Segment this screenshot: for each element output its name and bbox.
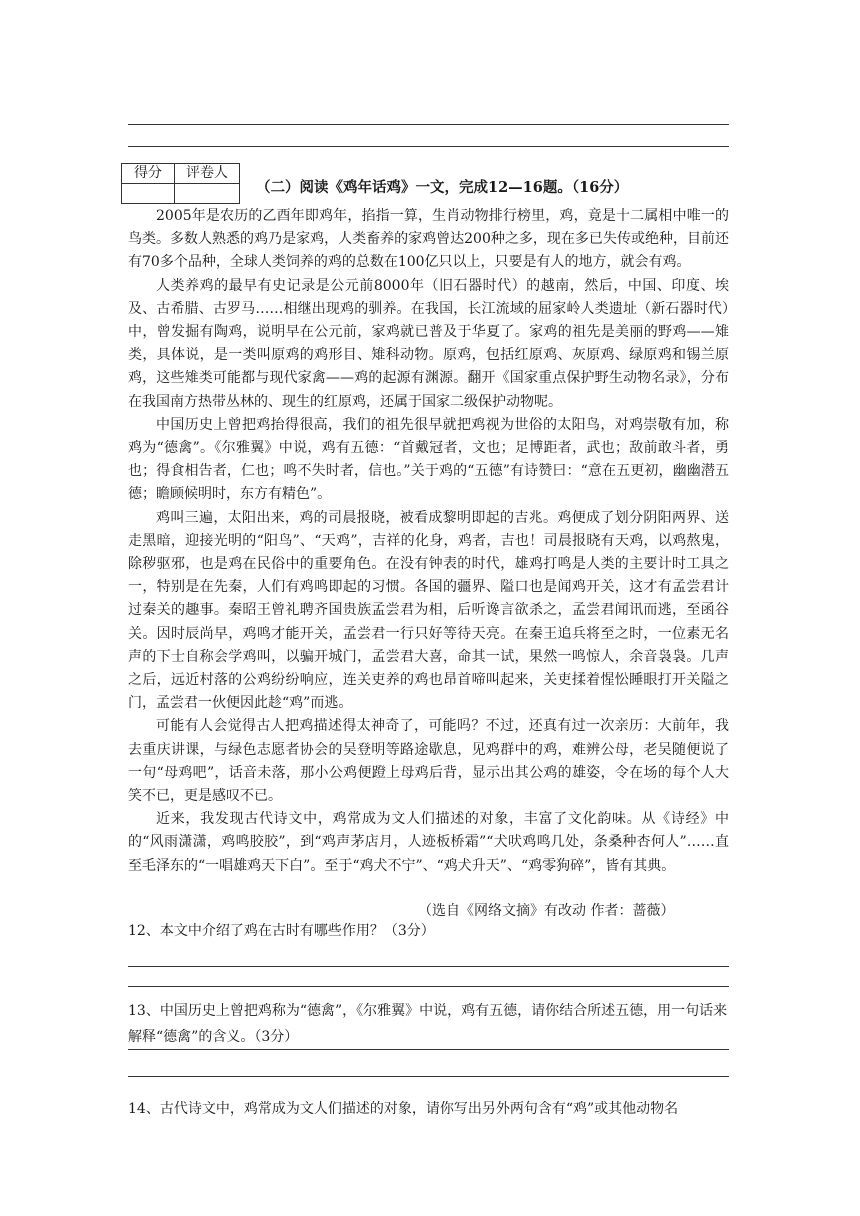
question-13: 13、中国历史上曾把鸡称为“德禽”，《尔雅翼》中说，鸡有五德，请你结合所述五德，用一句话来解释“德禽”的含义。（3分） (128, 1003, 728, 1045)
header-rule-bottom (128, 146, 729, 147)
article-source: （选自《网络文摘》有改动 作者：蔷薇） (418, 903, 675, 919)
header-rule-top (128, 124, 729, 125)
score-label: 得分 (122, 164, 175, 184)
article-paragraph: 可能有人会觉得古人把鸡描述得太神奇了，可能吗？不过，还真有过一次亲历：大前年，我去重庆讲课，与绿色志愿者协会的吴登明等路途歇息，见鸡群中的鸡，难辨公母，老吴随便说了一句“母鸡吧”，话音未落，那小公鸡便蹬上母鸡后背，显示出其公鸡的雄姿，令在场的每个人大笑不已，更是感叹不已。 (128, 718, 729, 805)
score-cell (122, 184, 175, 204)
section-title: （二）阅读《鸡年话鸡》一文，完成12—16题。（16分） (256, 179, 629, 196)
answer-line (128, 1049, 729, 1050)
article-paragraph: 中国历史上曾把鸡抬得很高，我们的祖先很早就把鸡视为世俗的太阳鸟，对鸡崇敬有加，称鸡为“德禽”。《尔雅翼》中说，鸡有五德：“首戴冠者，文也；足博距者，武也；敌前敢斗者，勇也；得食相告者，仁也；鸣不失时者，信也。”关于鸡的“五德”有诗赞曰：“意在五更初，幽幽潜五德；瞻顾候明时，东方有精色”。 (128, 416, 729, 503)
article-body (128, 205, 729, 878)
article-paragraph: 人类养鸡的最早有史记录是公元前8000年（旧石器时代）的越南，然后，中国、印度、埃及、古希腊、古罗马……相继出现鸡的驯养。在我国，长江流域的屈家岭人类遗址（新石器时代）中，曾发掘有陶鸡，说明早在公元前，家鸡就已普及于华夏了。家鸡的祖先是美丽的野鸡——雉类，具体说，是一类叫原鸡的鸡形目、雉科动物。原鸡，包括红原鸡、灰原鸡、绿原鸡和锡兰原鸡，这些雉类可能都与现代家禽——鸡的起源有渊源。翻开《国家重点保护野生动物名录》，分布在我国南方热带丛林的、现生的红原鸡，还属于国家二级保护动物呢。 (128, 277, 729, 410)
score-table (121, 163, 240, 204)
grader-label: 评卷人 (175, 164, 240, 184)
question-14: 14、古代诗文中，鸡常成为文人们描述的对象，请你写出另外两句含有“鸡”或其他动物名 (128, 1101, 679, 1117)
answer-line (128, 986, 729, 987)
article-paragraph: 鸡叫三遍，太阳出来，鸡的司晨报晓，被看成黎明即起的吉兆。鸡便成了划分阴阳两界、送走黑暗，迎接光明的“阳鸟”、“天鸡”，吉祥的化身，鸡者，吉也！司晨报晓有天鸡，以鸡熬鬼，除秽驱邪，也是鸡在民俗中的重要角色。在没有钟表的时代，雄鸡打鸣是人类的主要计时工具之一，特别是在先秦，人们有鸡鸣即起的习惯。各国的疆界、隘口也是闻鸡开关，这才有孟尝君计过秦关的趣事。秦昭王曾礼聘齐国贵族孟尝君为相，后听谗言欲杀之，孟尝君闻讯而逃，至函谷关。因时辰尚早，鸡鸣才能开关，孟尝君一行只好等待天亮。在秦王追兵将至之时，一位素无名声的下士自称会学鸡叫，以骗开城门，孟尝君大喜，命其一试，果然一鸣惊人，余音袅袅。几声之后，远近村落的公鸡纷纷响应，连关吏养的鸡也昂首啼叫起来，关吏揉着惺忪睡眼打开关隘之门，孟尝君一伙便因此趁“鸡”而逃。 (128, 509, 729, 712)
article-paragraph: 2005年是农历的乙酉年即鸡年，掐指一算，生肖动物排行榜里，鸡，竟是十二属相中唯一的鸟类。多数人熟悉的鸡乃是家鸡，人类畜养的家鸡曾达200种之多，现在多已失传或绝种，目前还有70多个品种，全球人类饲养的鸡的总数在100亿只以上，只要是有人的地方，就会有鸡。 (128, 208, 729, 271)
article-paragraph: 近来，我发现古代诗文中，鸡常成为文人们描述的对象，丰富了文化韵味。从《诗经》中的“风雨潇潇，鸡鸣胶胶”，到“鸡声茅店月，人迹板桥霜”“犬吠鸡鸣几处，条桑种杏何人”……直至毛泽东的“一唱雄鸡天下白”。至于“鸡犬不宁”、“鸡犬升天”、“鸡零狗碎”，皆有其典。 (128, 811, 729, 874)
question-12: 12、本文中介绍了鸡在古时有哪些作用？（3分） (128, 923, 435, 939)
grader-cell (175, 184, 240, 204)
answer-line (128, 1076, 729, 1077)
answer-line (128, 966, 729, 967)
